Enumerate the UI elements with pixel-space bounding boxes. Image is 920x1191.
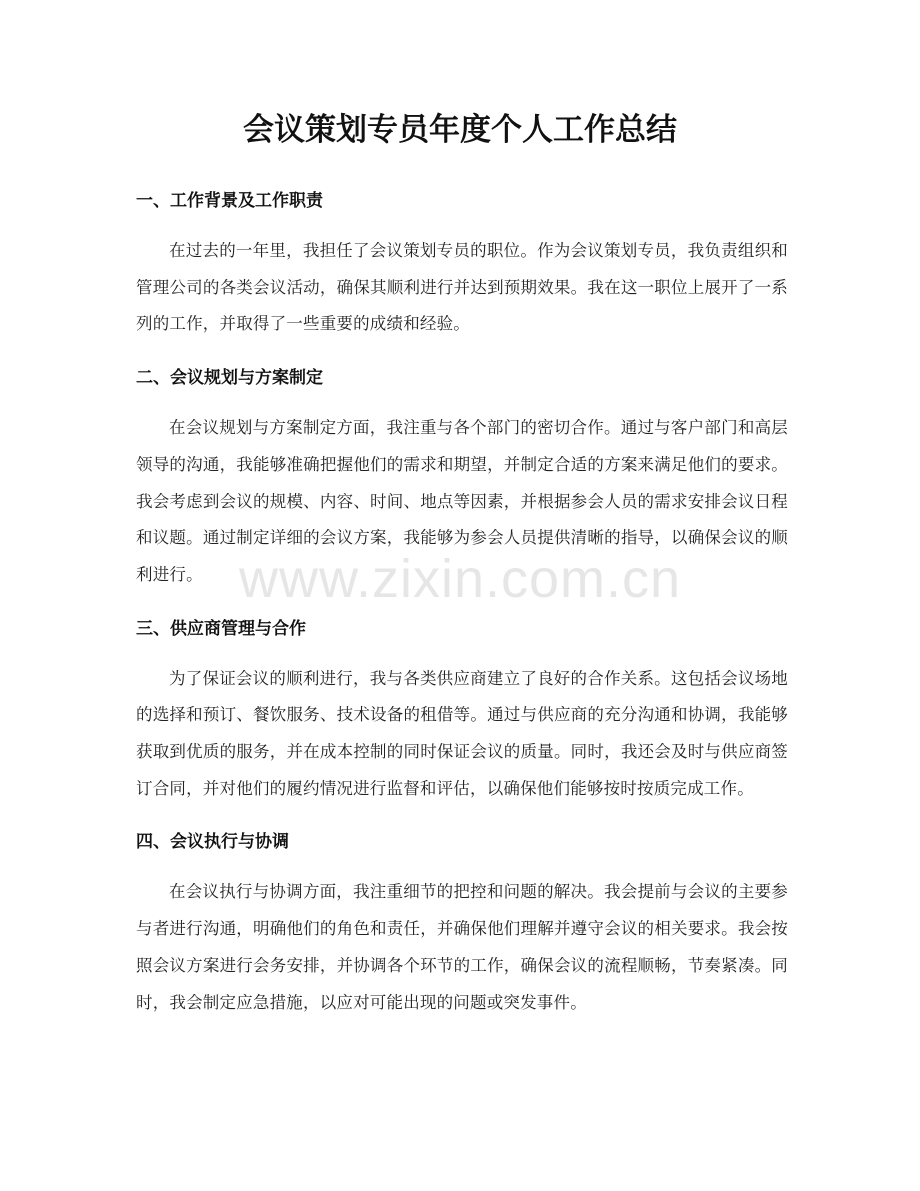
section-heading-1: 一、工作背景及工作职责 [136, 191, 323, 211]
section-heading-2: 二、会议规划与方案制定 [136, 368, 323, 389]
watermark: www.zixin.com.cn [238, 549, 682, 609]
section-heading-4: 四、会议执行与协调 [136, 832, 289, 853]
section-paragraph-2: 在会议规划与方案制定方面，我注重与各个部门的密切合作。通过与客户部门和高层领导的沟通，我能够准确把握他们的需求和期望，并制定合适的方案来满足他们的要求。我会考虑到会议的规模、内容、时间、地点等因素，并根据参会人员的需求安排会议日程和议题。通过制定详细的会议方案，我能够为参会人员提供清晰的指导，以确保会议的顺利进行。 [136, 418, 788, 584]
document-body [136, 186, 788, 1041]
section-heading-3: 三、供应商管理与合作 [136, 618, 306, 639]
section-paragraph-4: 在会议执行与协调方面，我注重细节的把控和问题的解决。我会提前与会议的主要参与者进行沟通，明确他们的角色和责任，并确保他们理解并遵守会议的相关要求。我会按照会议方案进行会务安排，并协调各个环节的工作，确保会议的流程顺畅，节奏紧凑。同时，我会制定应急措施，以应对可能出现的问题或突发事件。 [136, 882, 788, 1012]
section-paragraph-3: 为了保证会议的顺利进行，我与各类供应商建立了良好的合作关系。这包括会议场地的选择和预订、餐饮服务、技术设备的租借等。通过与供应商的充分沟通和协调，我能够获取到优质的服务，并在成本控制的同时保证会议的质量。同时，我还会及时与供应商签订合同，并对他们的履约情况进行监督和评估，以确保他们能够按时按质完成工作。 [136, 668, 788, 798]
section-paragraph-1: 在过去的一年里，我担任了会议策划专员的职位。作为会议策划专员，我负责组织和管理公司的各类会议活动，确保其顺利进行并达到预期效果。我在这一职位上展开了一系列的工作，并取得了一些重要的成绩和经验。 [136, 241, 788, 334]
document-title: 会议策划专员年度个人工作总结 [243, 112, 677, 148]
